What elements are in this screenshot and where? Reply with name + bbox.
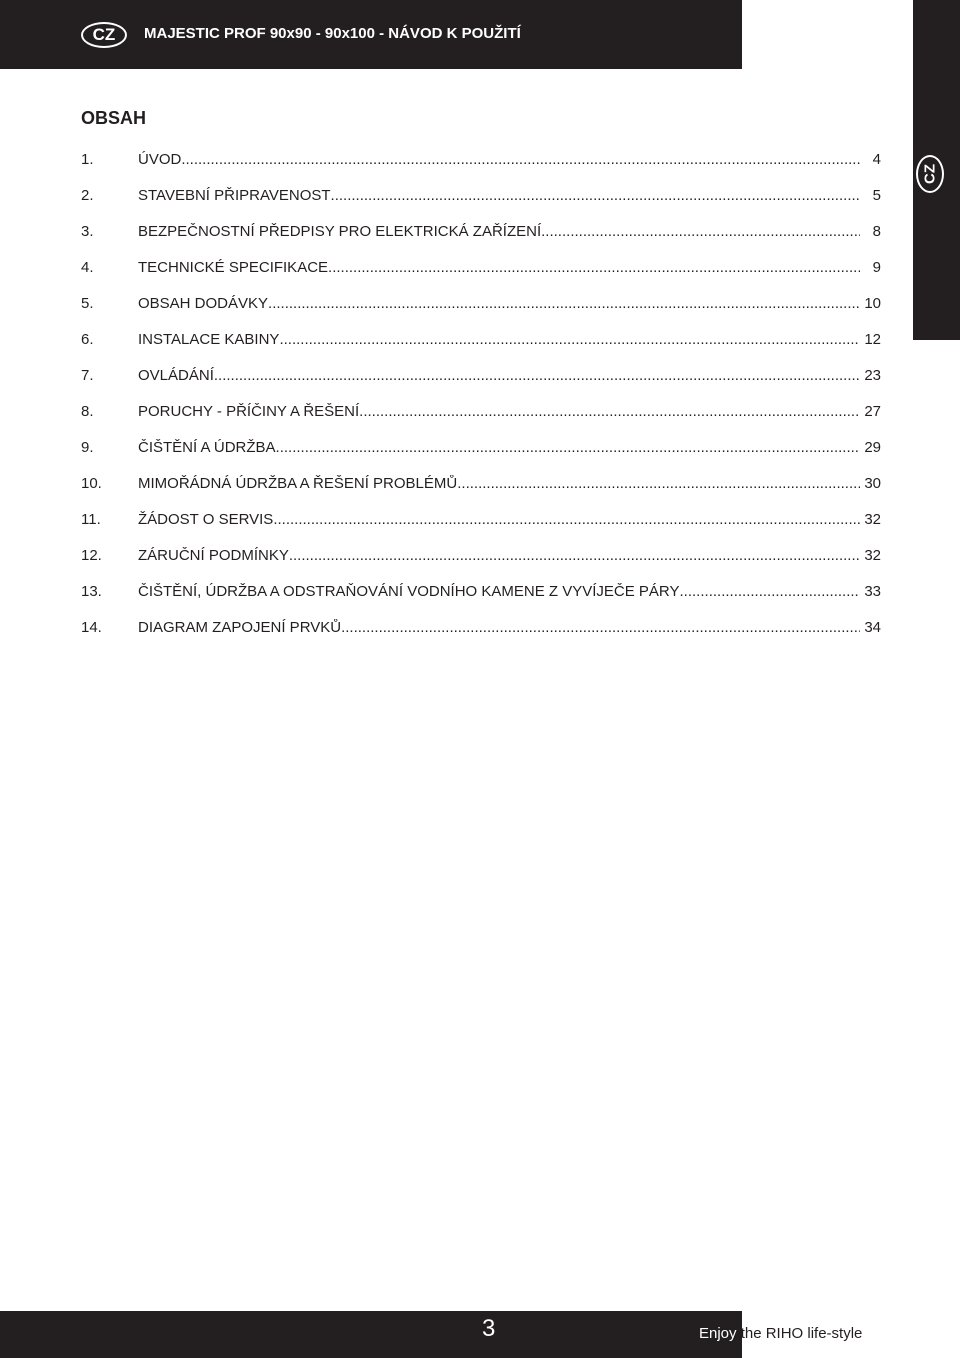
toc-entry-title: STAVEBNÍ PŘIPRAVENOST bbox=[138, 187, 331, 204]
toc-entry-title: ÚVOD bbox=[138, 151, 182, 168]
toc-leader-dots bbox=[276, 439, 860, 456]
toc-leader-dots bbox=[359, 403, 860, 420]
toc-entry[interactable] bbox=[81, 475, 881, 495]
toc-entry-page: 32 bbox=[864, 547, 881, 564]
toc-entry-title: INSTALACE KABINY bbox=[138, 331, 280, 348]
toc-leader-dots bbox=[289, 547, 860, 564]
toc-entry-page: 9 bbox=[872, 259, 881, 276]
toc-entry-number: 13. bbox=[81, 583, 102, 600]
toc-entry-title: DIAGRAM ZAPOJENÍ PRVKŮ bbox=[138, 619, 342, 636]
toc-entry-number: 7. bbox=[81, 367, 94, 384]
toc-leader-dots bbox=[181, 151, 860, 168]
toc-entry-number: 5. bbox=[81, 295, 94, 312]
toc-leader-dots bbox=[328, 259, 860, 276]
toc-entry[interactable] bbox=[81, 187, 881, 207]
toc-entry[interactable] bbox=[81, 547, 881, 567]
footer-bar bbox=[0, 1311, 742, 1358]
toc-leader-dots bbox=[331, 187, 860, 204]
toc-entry[interactable] bbox=[81, 439, 881, 459]
document-title: MAJESTIC PROF 90x90 - 90x100 - NÁVOD K POUŽITÍ bbox=[144, 25, 521, 42]
toc-entry-number: 8. bbox=[81, 403, 94, 420]
toc-leader-dots bbox=[680, 583, 860, 600]
toc-entry[interactable] bbox=[81, 331, 881, 351]
side-language-badge bbox=[916, 155, 944, 193]
toc-leader-dots bbox=[268, 295, 860, 312]
toc-entry-page: 29 bbox=[864, 439, 881, 456]
language-badge: CZ bbox=[81, 22, 127, 48]
toc-entry-page: 8 bbox=[872, 223, 881, 240]
side-language-label: CZ bbox=[921, 164, 939, 184]
toc-entry-number: 2. bbox=[81, 187, 94, 204]
toc-entry-title: OBSAH DODÁVKY bbox=[138, 295, 269, 312]
slogan-part-rest: the RIHO life-style bbox=[736, 1325, 863, 1342]
page-number: 3 bbox=[482, 1315, 496, 1342]
brand-slogan bbox=[699, 1325, 862, 1342]
toc-entry[interactable] bbox=[81, 223, 881, 243]
toc-entry-page: 32 bbox=[864, 511, 881, 528]
toc-entry-title: ČIŠTĚNÍ A ÚDRŽBA bbox=[138, 439, 276, 456]
toc-entry-number: 6. bbox=[81, 331, 94, 348]
toc-entry-number: 4. bbox=[81, 259, 94, 276]
toc-entry-title: ČIŠTĚNÍ, ÚDRŽBA A ODSTRAŇOVÁNÍ VODNÍHO KAMENE Z VYVÍJEČE PÁRY bbox=[138, 583, 680, 600]
toc-entry[interactable] bbox=[81, 619, 881, 639]
toc-entry-number: 14. bbox=[81, 619, 102, 636]
toc-entry-title: ŽÁDOST O SERVIS bbox=[138, 511, 274, 528]
toc-entry-page: 27 bbox=[864, 403, 881, 420]
toc-entry-title: PORUCHY - PŘÍČINY A ŘEŠENÍ bbox=[138, 403, 360, 420]
toc-entry-title: OVLÁDÁNÍ bbox=[138, 367, 214, 384]
toc-entry-number: 3. bbox=[81, 223, 94, 240]
toc-leader-dots bbox=[214, 367, 860, 384]
toc-leader-dots bbox=[341, 619, 860, 636]
toc-entry[interactable] bbox=[81, 259, 881, 279]
toc-heading: OBSAH bbox=[81, 108, 147, 128]
toc-entry[interactable] bbox=[81, 295, 881, 315]
toc-entry-page: 4 bbox=[872, 151, 881, 168]
toc-leader-dots bbox=[273, 511, 860, 528]
toc-entry-number: 11. bbox=[81, 511, 101, 528]
slogan-part-enjoy: Enjoy bbox=[699, 1325, 737, 1342]
toc-entry-page: 30 bbox=[864, 475, 881, 492]
toc-leader-dots bbox=[541, 223, 860, 240]
toc-entry[interactable] bbox=[81, 151, 881, 171]
toc-entry[interactable] bbox=[81, 403, 881, 423]
toc-entry[interactable] bbox=[81, 511, 881, 531]
toc-entry-page: 33 bbox=[864, 583, 881, 600]
toc-entry-number: 10. bbox=[81, 475, 102, 492]
toc-entry-page: 10 bbox=[864, 295, 881, 312]
toc-entry-page: 12 bbox=[864, 331, 881, 348]
toc-entry-page: 34 bbox=[864, 619, 881, 636]
toc-entry-number: 1. bbox=[81, 151, 94, 168]
toc-entry-page: 23 bbox=[864, 367, 881, 384]
toc-entry-title: ZÁRUČNÍ PODMÍNKY bbox=[138, 547, 289, 564]
toc-entry-page: 5 bbox=[872, 187, 881, 204]
toc-leader-dots bbox=[279, 331, 860, 348]
toc-leader-dots bbox=[457, 475, 860, 492]
toc-entry-title: BEZPEČNOSTNÍ PŘEDPISY PRO ELEKTRICKÁ ZAŘÍZENÍ bbox=[138, 223, 542, 240]
toc-entry-title: TECHNICKÉ SPECIFIKACE bbox=[138, 259, 329, 276]
toc-entry[interactable] bbox=[81, 367, 881, 387]
toc-entry-title: MIMOŘÁDNÁ ÚDRŽBA A ŘEŠENÍ PROBLÉMŮ bbox=[138, 475, 458, 492]
toc-entry-number: 12. bbox=[81, 547, 102, 564]
toc-entry[interactable] bbox=[81, 583, 881, 603]
toc-entry-number: 9. bbox=[81, 439, 94, 456]
